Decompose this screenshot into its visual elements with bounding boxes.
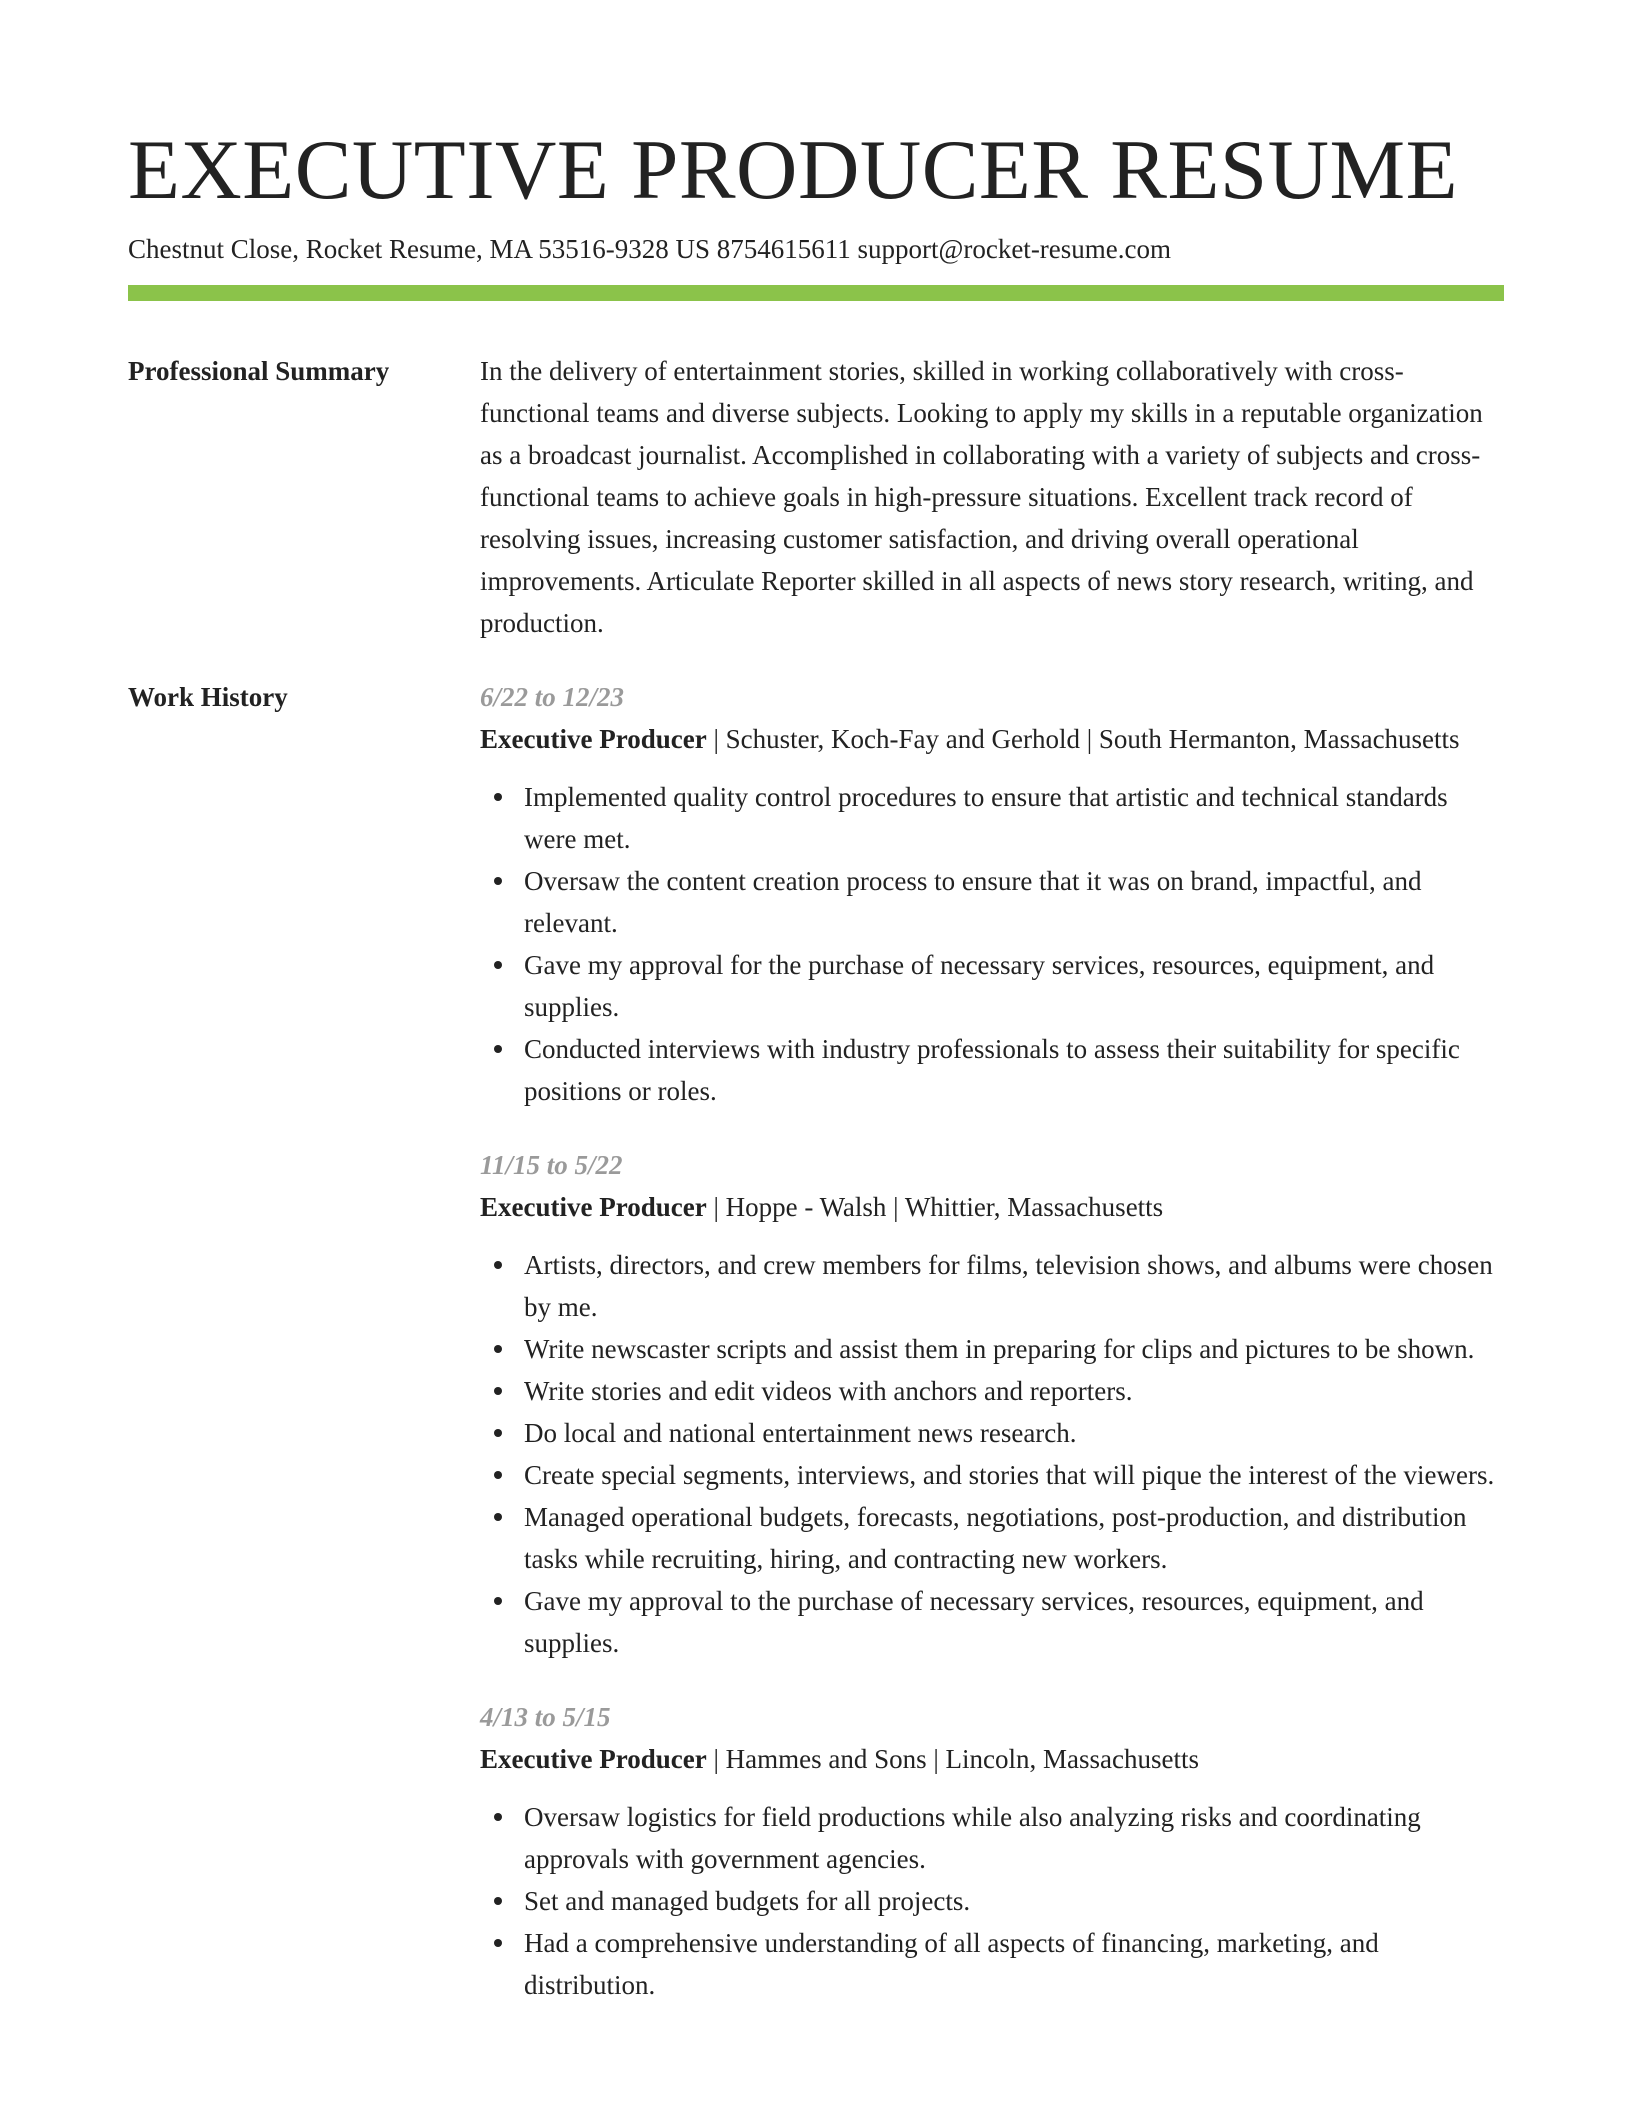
job-entry <box>480 676 1504 1112</box>
job-bullet <box>524 944 1504 1028</box>
job-title-line <box>480 1738 1504 1780</box>
bullet-dot-icon <box>494 1513 502 1521</box>
job-role: Executive Producer <box>480 724 707 754</box>
bullet-dot-icon <box>494 1813 502 1821</box>
job-employer-location: | Schuster, Koch-Fay and Gerhold | South Hermanton, Massachusetts <box>706 724 1460 754</box>
bullet-dot-icon <box>494 1597 502 1605</box>
job-bullet <box>524 1412 1504 1454</box>
job-bullet <box>524 1796 1504 1880</box>
job-bullet <box>524 860 1504 944</box>
job-employer-location: | Hammes and Sons | Lincoln, Massachusetts <box>706 1744 1199 1774</box>
bullet-dot-icon <box>494 1429 502 1437</box>
job-bullet <box>524 1028 1504 1112</box>
job-bullet-text: Conducted interviews with industry professionals to assess their suitability for specific positions or roles. <box>524 1034 1460 1106</box>
accent-divider <box>128 285 1504 301</box>
bullet-dot-icon <box>494 1261 502 1269</box>
bullet-dot-icon <box>494 961 502 969</box>
work-history-list <box>480 676 1504 2038</box>
bullet-dot-icon <box>494 793 502 801</box>
job-bullet <box>524 1244 1504 1328</box>
job-entry <box>480 1144 1504 1664</box>
job-bullet <box>524 1454 1504 1496</box>
job-role: Executive Producer <box>480 1192 707 1222</box>
summary-text: In the delivery of entertainment stories, skilled in working collaboratively with cross-functional teams and diverse subjects. Looking to apply my skills in a reputable organization as a broadcast journalist. Accomplished in collaborating with a variety of subjects and cross-functional teams to achieve goals in high-pressure situations. Excellent track record of resolving issues, increasing customer satisfaction, and driving overall operational improvements. Articulate Reporter skilled in all aspects of news story research, writing, and production. <box>480 356 1483 638</box>
job-bullet-list <box>480 1244 1504 1664</box>
job-bullet-text: Had a comprehensive understanding of all aspects of financing, marketing, and distribution. <box>524 1928 1379 2000</box>
resume-title: EXECUTIVE PRODUCER RESUME <box>128 123 1459 217</box>
bullet-dot-icon <box>494 1045 502 1053</box>
job-bullet-text: Implemented quality control procedures to ensure that artistic and technical standards were met. <box>524 782 1448 854</box>
job-bullet-list <box>480 776 1504 1112</box>
bullet-dot-icon <box>494 1345 502 1353</box>
job-bullet-text: Set and managed budgets for all projects. <box>524 1886 971 1916</box>
job-bullet <box>524 1580 1504 1664</box>
job-dates: 11/15 to 5/22 <box>480 1150 623 1180</box>
job-bullet <box>524 1880 1504 1922</box>
job-bullet <box>524 1922 1504 2006</box>
job-dates: 4/13 to 5/15 <box>480 1702 611 1732</box>
job-bullet-text: Gave my approval to the purchase of necessary services, resources, equipment, and supplies. <box>524 1586 1424 1658</box>
job-bullet-text: Managed operational budgets, forecasts, negotiations, post-production, and distribution tasks while recruiting, hiring, and contracting new workers. <box>524 1502 1467 1574</box>
job-bullet-text: Write newscaster scripts and assist them in preparing for clips and pictures to be shown. <box>524 1334 1475 1364</box>
bullet-dot-icon <box>494 877 502 885</box>
job-bullet <box>524 1496 1504 1580</box>
job-bullet-text: Oversaw the content creation process to ensure that it was on brand, impactful, and relevant. <box>524 866 1422 938</box>
job-bullet-text: Oversaw logistics for field productions while also analyzing risks and coordinating approvals with government agencies. <box>524 1802 1421 1874</box>
job-bullet-list <box>480 1796 1504 2006</box>
job-bullet-text: Create special segments, interviews, and stories that will pique the interest of the viewers. <box>524 1460 1495 1490</box>
job-dates: 6/22 to 12/23 <box>480 682 625 712</box>
job-bullet <box>524 776 1504 860</box>
contact-line: Chestnut Close, Rocket Resume, MA 53516-9328 US 8754615611 support@rocket-resume.com <box>128 234 1172 264</box>
job-bullet-text: Artists, directors, and crew members for films, television shows, and albums were chosen by me. <box>524 1250 1493 1322</box>
section-label-work-history: Work History <box>128 682 288 712</box>
job-role: Executive Producer <box>480 1744 707 1774</box>
job-bullet <box>524 1370 1504 1412</box>
job-bullet-text: Gave my approval for the purchase of necessary services, resources, equipment, and supplies. <box>524 950 1435 1022</box>
bullet-dot-icon <box>494 1939 502 1947</box>
job-title-line <box>480 718 1504 760</box>
bullet-dot-icon <box>494 1897 502 1905</box>
bullet-dot-icon <box>494 1471 502 1479</box>
section-label-summary: Professional Summary <box>128 356 390 386</box>
job-entry <box>480 1696 1504 2006</box>
job-title-line <box>480 1186 1504 1228</box>
job-bullet <box>524 1328 1504 1370</box>
job-employer-location: | Hoppe - Walsh | Whittier, Massachusetts <box>706 1192 1164 1222</box>
bullet-dot-icon <box>494 1387 502 1395</box>
job-bullet-text: Write stories and edit videos with anchors and reporters. <box>524 1376 1133 1406</box>
job-bullet-text: Do local and national entertainment news research. <box>524 1418 1077 1448</box>
